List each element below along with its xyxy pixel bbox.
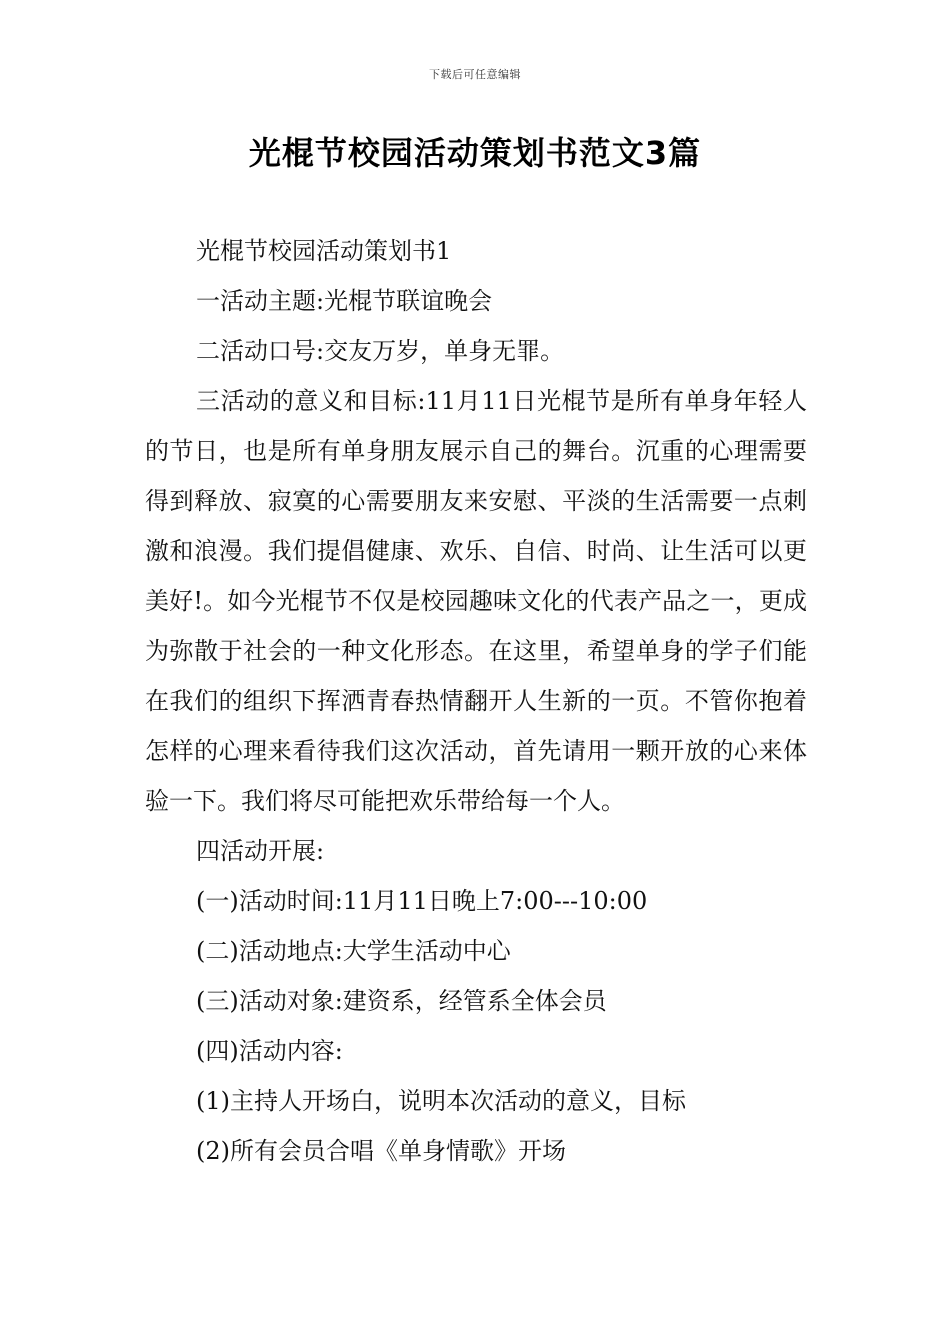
activity-slogan: 二活动口号:交友万岁，单身无罪。	[196, 337, 565, 365]
activity-plan-heading: 四活动开展:	[196, 837, 325, 865]
activity-content-heading: (四)活动内容:	[196, 1037, 343, 1065]
activity-theme: 一活动主题:光棍节联谊晚会	[196, 287, 493, 315]
activity-purpose: 三活动的意义和目标:11月11日光棍节是所有单身年轻人的节日，也是所有单身朋友展示自己的舞台。沉重的心理需要得到释放、寂寞的心需要朋友来安慰、平淡的生活需要一点刺激和浪漫。我们提倡健康、欢乐、自信、时尚、让生活可以更美好!。如今光棍节不仅是校园趣味文化的代表产品之一，更成为弥散于社会的一种文化形态。在这里，希望单身的学子们能在我们的组织下挥洒青春热情翻开人生新的一页。不管你抱着怎样的心理来看待我们这次活动，首先请用一颗开放的心来体验一下。我们将尽可能把欢乐带给每一个人。	[145, 387, 807, 815]
activity-audience: (三)活动对象:建资系，经管系全体会员	[196, 987, 607, 1015]
activity-location: (二)活动地点:大学生活动中心	[196, 937, 511, 965]
section-heading: 光棍节校园活动策划书1	[196, 237, 452, 265]
document-title: 光棍节校园活动策划书范文3篇	[248, 134, 702, 172]
content-item-1: (1)主持人开场白，说明本次活动的意义，目标	[196, 1087, 686, 1115]
content-item-2: (2)所有会员合唱《单身情歌》开场	[196, 1137, 566, 1165]
activity-time: (一)活动时间:11月11日晚上7:00---10:00	[196, 887, 648, 915]
header-note: 下载后可任意编辑	[429, 68, 521, 81]
document-body	[145, 226, 807, 1176]
